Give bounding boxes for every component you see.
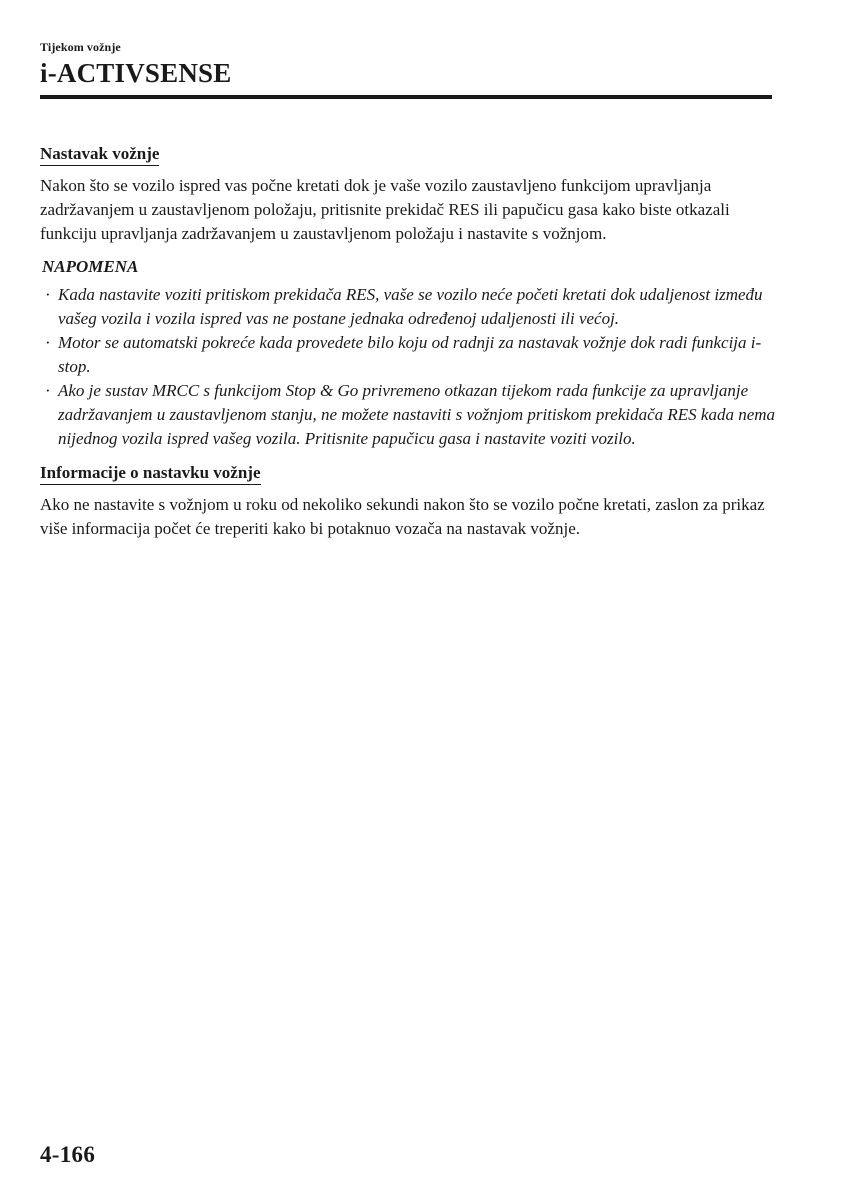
- note-item-text: Ako je sustav MRCC s funkcijom Stop & Go privremeno otkazan tijekom rada funkcije za upravljanje zadržavanjem u zaustavljenom stanju, ne možete nastaviti s vožnjom pritiskom prekidača RES kada nema nijednog vozila ispred vašeg vozila. Pritisnite papučicu gasa i nastavite voziti vozilo.: [58, 381, 776, 448]
- section-paragraph-resume-driving: Nakon što se vozilo ispred vas počne kretati dok je vaše vozilo zaustavljeno funkcijom upravljanja zadržavanjem u zaustavljenom položaju, pritisnite prekidač RES ili papučicu gasa kako biste otkazali funkciju upravljanja zadržavanjem u zaustavljenom položaju i nastavite s vožnjom.: [40, 176, 730, 243]
- bullet-icon: ·: [45, 381, 51, 400]
- note-list: [40, 283, 776, 451]
- bullet-icon: ·: [45, 285, 51, 304]
- note-item: [40, 331, 776, 379]
- running-header-section: Tijekom vožnje: [40, 40, 121, 54]
- page-number: 4-166: [40, 1142, 96, 1167]
- chapter-title: i-ACTIVSENSE: [40, 58, 232, 88]
- section-heading-resume-info: Informacije o nastavku vožnje: [40, 462, 261, 485]
- page-content: [40, 142, 776, 550]
- note-item: [40, 379, 776, 451]
- header-divider: [40, 95, 772, 99]
- note-title: NAPOMENA: [42, 257, 139, 276]
- section-paragraph-resume-info: Ako ne nastavite s vožnjom u roku od nekoliko sekundi nakon što se vozilo počne kretati, zaslon za prikaz više informacija počet će treperiti kako bi potaknuo vozača na nastavak vožnje.: [40, 495, 765, 538]
- note-item: [40, 283, 776, 331]
- bullet-icon: ·: [45, 333, 51, 352]
- note-item-text: Motor se automatski pokreće kada provedete bilo koju od radnji za nastavak vožnje dok radi funkcija i-stop.: [58, 333, 762, 376]
- section-heading-resume-driving: Nastavak vožnje: [40, 143, 159, 166]
- note-item-text: Kada nastavite voziti pritiskom prekidača RES, vaše se vozilo neće početi kretati dok udaljenost između vašeg vozila i vozila ispred vas ne postane jednaka određenoj udaljenosti ili većoj.: [58, 285, 763, 328]
